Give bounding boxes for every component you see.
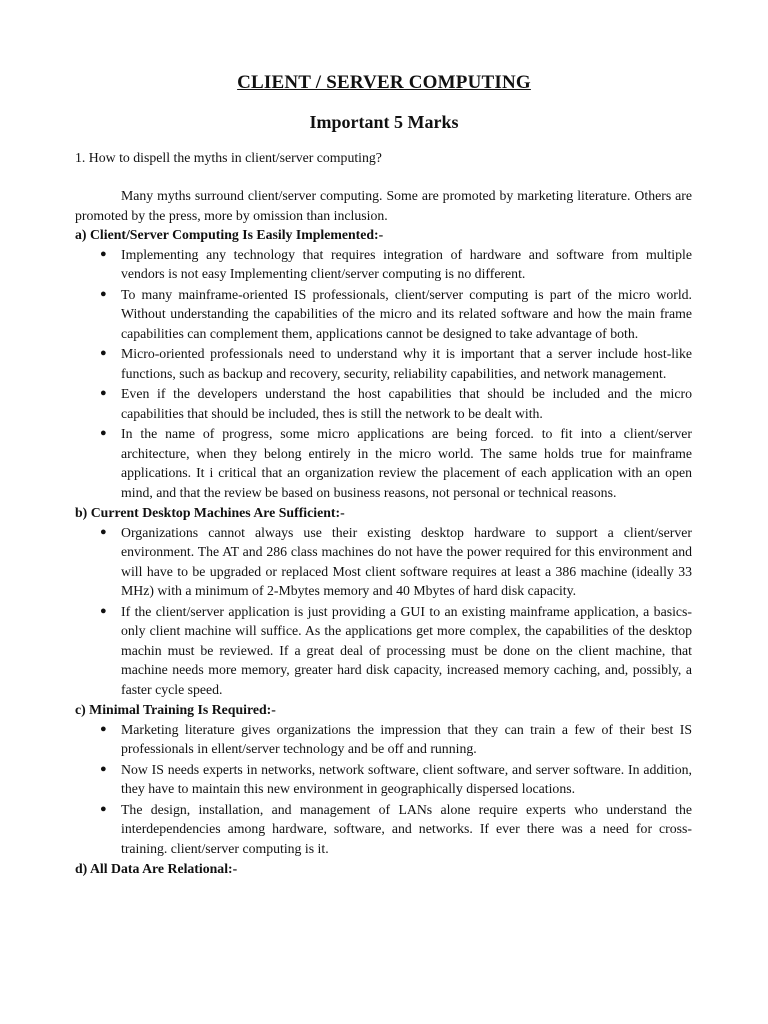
document-title: CLIENT / SERVER COMPUTING — [237, 72, 531, 93]
bullet-icon: ● — [100, 287, 107, 300]
bullet-icon: ● — [100, 347, 107, 359]
bullet-icon: ● — [100, 427, 107, 439]
document-body — [75, 186, 692, 879]
list-item: ● Micro-oriented professionals need to understand why it is important that a server include host-like functions, such as backup and recovery, security, reliability capabilities, and network management. — [100, 346, 692, 381]
section-heading-c: c) Minimal Training Is Required:- — [75, 702, 276, 717]
list-item: ● To many mainframe-oriented IS professionals, client/server computing is part of the micro world. Without understanding the capabilities of the micro and its related software and how the main frame capabilities can complement them, applications cannot be designed to take advantage of both. — [100, 286, 692, 341]
bullet-icon: ● — [100, 247, 107, 260]
section-heading-b: b) Current Desktop Machines Are Sufficient:- — [75, 505, 345, 520]
section-heading-d: d) All Data Are Relational:- — [75, 861, 238, 876]
section-c-list — [75, 720, 692, 859]
bullet-icon: ● — [100, 387, 107, 399]
list-item: ● The design, installation, and management of LANs alone require experts who understand the interdependencies among hardware, software, and networks. If ever there was a need for cross-training. client/server computing is it. — [100, 801, 692, 856]
bullet-icon: ● — [100, 525, 107, 538]
bullet-icon: ● — [100, 802, 107, 815]
list-item: ● In the name of progress, some micro applications are being forced. to fit into a client/server architecture, when they belong entirely in the micro world. The same holds true for mainframe applications. It i critical that an organization review the placement of each application with an open mind, and that the review be based on business reasons, not personal or technical reasons. — [100, 426, 692, 500]
list-item: ● Organizations cannot always use their existing desktop hardware to support a client/server environment. The AT and 286 class machines do not have the power required for this environment and will have to be upgraded or replaced Most client software requires at least a 386 machine (ideally 33 MHz) with a minimum of 2-Mbytes memory and 40 Mbytes of hard disk capacity. — [100, 524, 692, 598]
bullet-icon: ● — [100, 722, 107, 735]
intro-paragraph: Many myths surround client/server computing. Some are promoted by marketing literature. Others are promoted by the press, more by omission than inclusion. — [75, 188, 692, 223]
bullet-icon: ● — [100, 762, 107, 775]
section-b-list — [75, 523, 692, 700]
bullet-icon: ● — [100, 604, 107, 617]
list-item: ● Marketing literature gives organizations the impression that they can train a few of their best IS professionals in ellent/server technology and be off and running. — [100, 721, 692, 756]
list-item: ● If the client/server application is just providing a GUI to an existing mainframe application, a basics-only client machine will suffice. As the applications get more complex, the capabilities of the desktop machin must be reviewed. If a great deal of processing must be done on the client machine, that machine needs more memory, greater hard disk capacity, increased memory caching, and, possibly, a faster cycle speed. — [100, 603, 692, 697]
section-a-list — [75, 245, 692, 503]
section-heading-a: a) Client/Server Computing Is Easily Implemented:- — [75, 227, 384, 242]
list-item: ● Now IS needs experts in networks, network software, client software, and server software. In addition, they have to maintain this new environment in geographically dispersed locations. — [100, 761, 692, 796]
question-text: 1. How to dispell the myths in client/server computing? — [75, 150, 382, 165]
list-item: ● Even if the developers understand the host capabilities that should be included and the micro capabilities that should be included, thes is still the network to be dealt with. — [100, 386, 692, 421]
document-subtitle: Important 5 Marks — [309, 112, 459, 132]
list-item: ● Implementing any technology that requires integration of hardware and software from multiple vendors is not easy Implementing client/server computing is no different. — [100, 246, 692, 281]
